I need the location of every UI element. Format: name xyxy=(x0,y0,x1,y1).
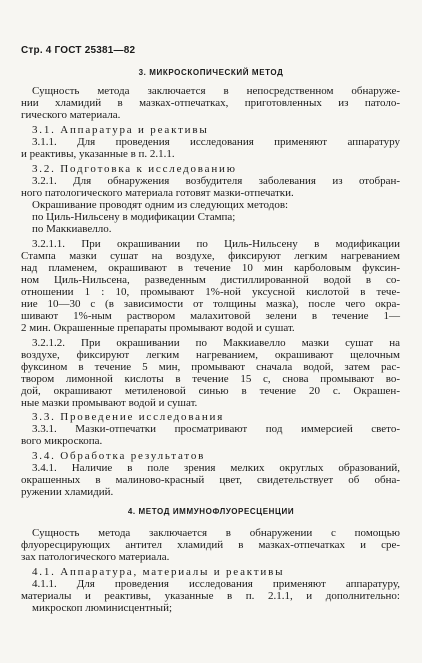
text-line: микроскоп люминисцентный; xyxy=(32,602,173,614)
text-line: отношении 1 : 10, промывают 1%-ной уксусной кислотой в тече- xyxy=(21,286,400,298)
text-line: ном Циль-Нильсена, разведенным дистиллированной водой в со- xyxy=(21,274,400,286)
text-line: 3.2.1.1. При окрашивании по Циль-Нильсену в модификации xyxy=(32,238,400,250)
page-header: Стр. 4 ГОСТ 25381—82 xyxy=(21,45,136,56)
text-line: ного патологического материала готовят мазки-отпечатки. xyxy=(21,187,294,199)
text-line: фуксином в течение 5 мин, промывают сначала водой, затем рас- xyxy=(21,361,400,373)
subsection-heading: 3.3. Проведение исследования xyxy=(32,411,225,423)
subsection-heading: 3.1. Аппаратура и реактивы xyxy=(32,124,209,136)
text-line: дой, окрашивают метиленовой синью в течение 20 с. Окрашен- xyxy=(21,385,400,397)
text-line: по Циль-Нильсену в модификации Стампа; xyxy=(32,211,236,223)
text-line: Сущность метода заключается в непосредственном обнаруже- xyxy=(32,85,400,97)
section-4-title: 4. МЕТОД ИММУНОФЛУОРЕСЦЕНЦИИ xyxy=(127,507,295,516)
text-line: воздухе, фиксируют легким нагреванием, окрашивают щелочным xyxy=(21,349,400,361)
text-line: материалы и реактивы, указанные в п. 2.1.1, и дополнительно: xyxy=(21,590,400,602)
text-line: Окрашивание проводят одним из следующих методов: xyxy=(32,199,289,211)
text-line: гического материала. xyxy=(21,109,121,121)
text-line: нии хламидий в мазках-отпечатках, приготовленных из патоло- xyxy=(21,97,400,109)
subsection-heading: 3.2. Подготовка к исследованию xyxy=(32,163,237,175)
text-line: 3.3.1. Мазки-отпечатки просматривают под иммерсией свето- xyxy=(32,423,400,435)
text-line: ние 10—30 с (в зависимости от толщины мазка), после чего окра- xyxy=(21,298,400,310)
text-line: 4.1.1. Для проведения исследования применяют аппаратуру, xyxy=(32,578,400,590)
text-line: шивают 1%-ным раствором малахитовой зелени в течение 1— xyxy=(21,310,400,322)
text-line: 2 мин. Окрашенные препараты промывают водой и сушат. xyxy=(21,322,295,334)
text-line: и реактивы, указанные в п. 2.1.1. xyxy=(21,148,175,160)
text-line: Сущность метода заключается в обнаружении с помощью xyxy=(32,527,400,539)
text-line: 3.1.1. Для проведения исследования применяют аппаратуру xyxy=(32,136,400,148)
text-line: ружении хламидий. xyxy=(21,486,114,498)
text-line: Стампа мазки сушат на воздухе, фиксируют легким нагреванием xyxy=(21,250,400,262)
text-line: окрашенных в малиново-красный цвет, свидетельствует об обна- xyxy=(21,474,400,486)
text-line: 3.4.1. Наличие в поле зрения мелких округлых образований, xyxy=(32,462,400,474)
text-line: зах патологического материала. xyxy=(21,551,170,563)
text-line: твором лимонной кислоты в течение 15 с, снова промывают во- xyxy=(21,373,400,385)
section-3-title: 3. МИКРОСКОПИЧЕСКИЙ МЕТОД xyxy=(138,68,284,77)
text-line: по Маккиавелло. xyxy=(32,223,112,235)
subsection-heading: 4.1. Аппаратура, материалы и реактивы xyxy=(32,566,285,578)
text-line: вого микроскопа. xyxy=(21,435,103,447)
subsection-heading: 3.4. Обработка результатов xyxy=(32,450,206,462)
text-line: флуоресцирующих антител хламидий в мазках-отпечатках и сре- xyxy=(21,539,400,551)
text-line: ные мазки промывают водой и сушат. xyxy=(21,397,198,409)
text-line: 3.2.1.2. При окрашивании по Маккиавелло мазки сушат на xyxy=(32,337,400,349)
text-line: 3.2.1. Для обнаружения возбудителя заболевания из отобран- xyxy=(32,175,400,187)
text-line: над пламенем, окрашивают в течение 10 мин карболовым фуксин- xyxy=(21,262,400,274)
